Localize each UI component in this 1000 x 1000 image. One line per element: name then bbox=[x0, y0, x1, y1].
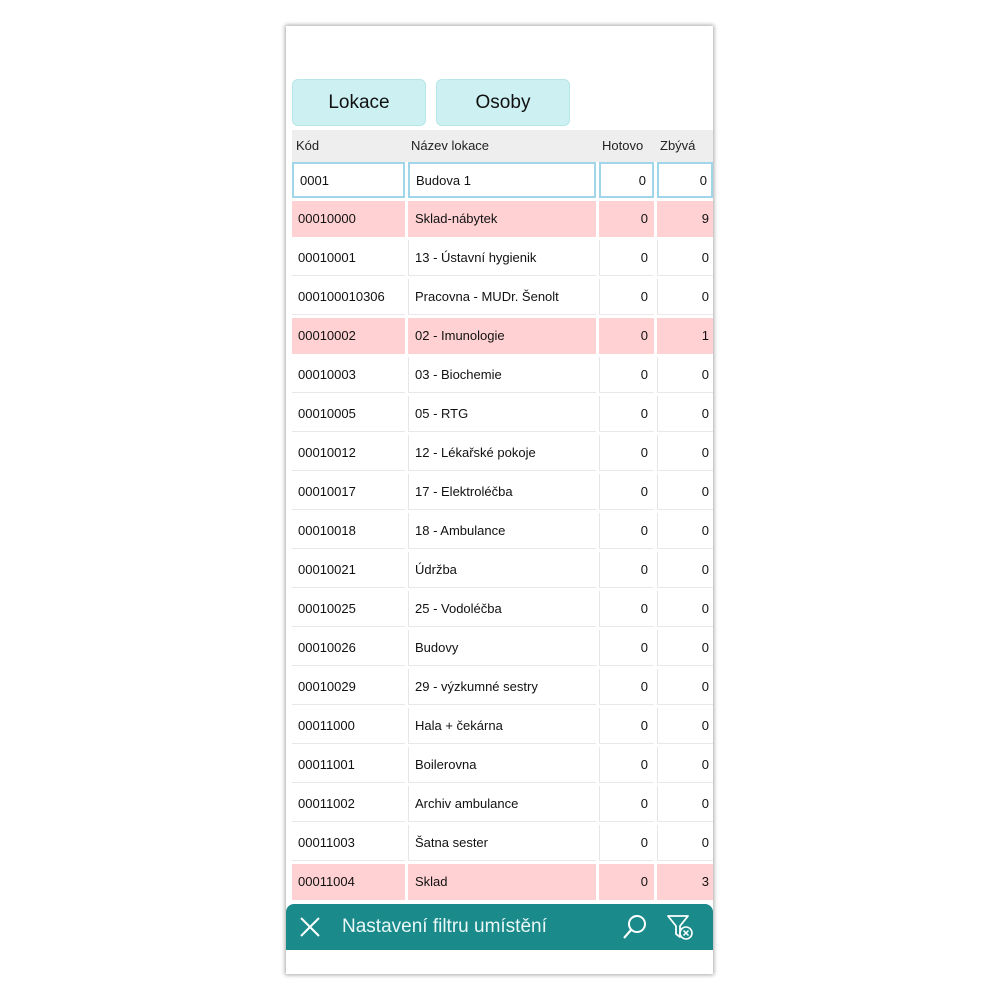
cell-kod: 00011002 bbox=[292, 786, 405, 822]
cell-nazev: Sklad bbox=[408, 864, 596, 900]
cell-zbyva: 0 bbox=[657, 630, 713, 666]
table-row[interactable] bbox=[292, 747, 713, 786]
table-row[interactable] bbox=[292, 474, 713, 513]
cell-hotovo: 0 bbox=[599, 552, 654, 588]
cell-nazev: Archiv ambulance bbox=[408, 786, 596, 822]
cell-nazev: Budova 1 bbox=[408, 162, 596, 198]
table-row[interactable] bbox=[292, 240, 713, 279]
cell-hotovo: 0 bbox=[599, 435, 654, 471]
cell-hotovo: 0 bbox=[599, 474, 654, 510]
cell-nazev: 25 - Vodoléčba bbox=[408, 591, 596, 627]
cell-nazev: Pracovna - MUDr. Šenolt bbox=[408, 279, 596, 315]
cell-kod: 00010001 bbox=[292, 240, 405, 276]
cell-kod: 00010021 bbox=[292, 552, 405, 588]
cell-hotovo: 0 bbox=[599, 201, 654, 237]
cell-nazev: Údržba bbox=[408, 552, 596, 588]
cell-kod: 00010005 bbox=[292, 396, 405, 432]
table-row[interactable] bbox=[292, 825, 713, 864]
cell-zbyva: 0 bbox=[657, 435, 713, 471]
cell-hotovo: 0 bbox=[599, 396, 654, 432]
table-row[interactable] bbox=[292, 864, 713, 903]
cell-hotovo: 0 bbox=[599, 279, 654, 315]
table-row[interactable] bbox=[292, 318, 713, 357]
cell-kod: 00010003 bbox=[292, 357, 405, 393]
table-row[interactable] bbox=[292, 708, 713, 747]
cell-zbyva: 1 bbox=[657, 318, 713, 354]
cell-hotovo: 0 bbox=[599, 240, 654, 276]
cell-nazev: 03 - Biochemie bbox=[408, 357, 596, 393]
header-kod[interactable]: Kód bbox=[296, 138, 320, 153]
tab-osoby[interactable]: Osoby bbox=[436, 79, 570, 126]
cell-zbyva: 0 bbox=[657, 474, 713, 510]
cell-kod: 00011003 bbox=[292, 825, 405, 861]
cell-zbyva: 3 bbox=[657, 864, 713, 900]
cell-hotovo: 0 bbox=[599, 747, 654, 783]
filter-clear-icon[interactable] bbox=[666, 913, 694, 941]
cell-nazev: 05 - RTG bbox=[408, 396, 596, 432]
table-body bbox=[292, 162, 713, 903]
cell-zbyva: 9 bbox=[657, 201, 713, 237]
header-hotovo[interactable]: Hotovo bbox=[602, 138, 644, 153]
cell-hotovo: 0 bbox=[599, 708, 654, 744]
table-row[interactable] bbox=[292, 591, 713, 630]
cell-kod: 00010000 bbox=[292, 201, 405, 237]
cell-nazev: Šatna sester bbox=[408, 825, 596, 861]
cell-hotovo: 0 bbox=[599, 669, 654, 705]
header-zbyva[interactable]: Zbývá bbox=[660, 138, 696, 153]
table-row[interactable] bbox=[292, 786, 713, 825]
cell-zbyva: 0 bbox=[657, 162, 713, 198]
search-icon[interactable] bbox=[622, 914, 648, 940]
tab-lokace[interactable]: Lokace bbox=[292, 79, 426, 126]
cell-zbyva: 0 bbox=[657, 786, 713, 822]
cell-zbyva: 0 bbox=[657, 669, 713, 705]
app-screen bbox=[286, 26, 713, 974]
cell-nazev: 12 - Lékařské pokoje bbox=[408, 435, 596, 471]
cell-zbyva: 0 bbox=[657, 747, 713, 783]
cell-kod: 00010026 bbox=[292, 630, 405, 666]
cell-hotovo: 0 bbox=[599, 786, 654, 822]
cell-kod: 00011000 bbox=[292, 708, 405, 744]
cell-nazev: 29 - výzkumné sestry bbox=[408, 669, 596, 705]
table-row[interactable] bbox=[292, 396, 713, 435]
cell-nazev: 13 - Ústavní hygienik bbox=[408, 240, 596, 276]
cell-zbyva: 0 bbox=[657, 357, 713, 393]
table-header bbox=[292, 130, 713, 162]
cell-nazev: 17 - Elektroléčba bbox=[408, 474, 596, 510]
cell-hotovo: 0 bbox=[599, 162, 654, 198]
table-row[interactable] bbox=[292, 513, 713, 552]
cell-zbyva: 0 bbox=[657, 591, 713, 627]
table-row[interactable] bbox=[292, 552, 713, 591]
cell-kod: 00011004 bbox=[292, 864, 405, 900]
table-row[interactable] bbox=[292, 435, 713, 474]
cell-hotovo: 0 bbox=[599, 630, 654, 666]
cell-kod: 0001 bbox=[292, 162, 405, 198]
cell-kod: 00010025 bbox=[292, 591, 405, 627]
close-icon[interactable] bbox=[298, 915, 322, 939]
cell-nazev: Boilerovna bbox=[408, 747, 596, 783]
filter-bar-title: Nastavení filtru umístění bbox=[342, 916, 547, 937]
cell-kod: 00011001 bbox=[292, 747, 405, 783]
filter-bar bbox=[286, 904, 713, 950]
cell-hotovo: 0 bbox=[599, 513, 654, 549]
locations-table bbox=[292, 130, 713, 903]
cell-hotovo: 0 bbox=[599, 864, 654, 900]
cell-zbyva: 0 bbox=[657, 240, 713, 276]
cell-kod: 00010012 bbox=[292, 435, 405, 471]
table-row[interactable] bbox=[292, 201, 713, 240]
cell-hotovo: 0 bbox=[599, 825, 654, 861]
cell-nazev: Hala + čekárna bbox=[408, 708, 596, 744]
cell-zbyva: 0 bbox=[657, 396, 713, 432]
cell-zbyva: 0 bbox=[657, 708, 713, 744]
table-row[interactable] bbox=[292, 669, 713, 708]
cell-zbyva: 0 bbox=[657, 552, 713, 588]
cell-nazev: Budovy bbox=[408, 630, 596, 666]
cell-zbyva: 0 bbox=[657, 513, 713, 549]
table-row[interactable] bbox=[292, 162, 713, 201]
header-nazev[interactable]: Název lokace bbox=[411, 138, 490, 153]
cell-nazev: Sklad-nábytek bbox=[408, 201, 596, 237]
cell-kod: 00010029 bbox=[292, 669, 405, 705]
cell-hotovo: 0 bbox=[599, 318, 654, 354]
cell-zbyva: 0 bbox=[657, 825, 713, 861]
cell-kod: 00010018 bbox=[292, 513, 405, 549]
table-row[interactable] bbox=[292, 630, 713, 669]
cell-hotovo: 0 bbox=[599, 591, 654, 627]
cell-nazev: 02 - Imunologie bbox=[408, 318, 596, 354]
table-row[interactable] bbox=[292, 279, 713, 318]
table-row[interactable] bbox=[292, 357, 713, 396]
cell-nazev: 18 - Ambulance bbox=[408, 513, 596, 549]
cell-kod: 000100010306 bbox=[292, 279, 405, 315]
cell-zbyva: 0 bbox=[657, 279, 713, 315]
cell-kod: 00010017 bbox=[292, 474, 405, 510]
cell-hotovo: 0 bbox=[599, 357, 654, 393]
cell-kod: 00010002 bbox=[292, 318, 405, 354]
